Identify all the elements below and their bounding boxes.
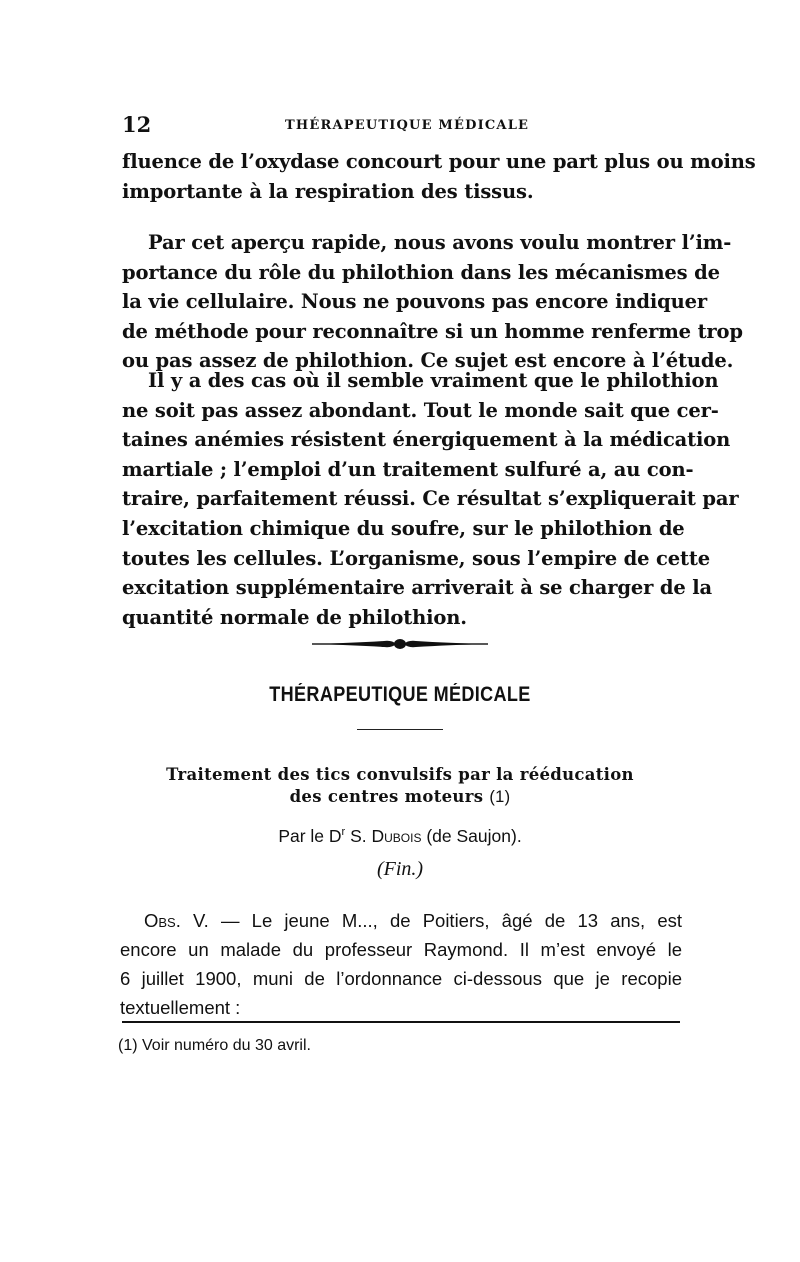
article-title-text: des centres moteurs <box>289 787 484 806</box>
text-line: toutes les cellules. L’organisme, sous l’empire de cette <box>122 546 710 570</box>
text-line: de méthode pour reconnaître si un homme renferme trop <box>122 319 743 343</box>
section-title: THÉRAPEUTIQUE MÉDICALE <box>269 683 531 706</box>
observation-label: Obs. V. <box>144 910 209 931</box>
text-line: fluence de l’oxydase concourt pour une part plus ou moins <box>122 150 756 173</box>
text-line: taines anémies résistent énergiquement à la médication <box>122 428 731 452</box>
text-line: la vie cellulaire. Nous ne pouvons pas encore indiquer <box>122 290 707 314</box>
text-line <box>120 906 682 935</box>
text-line: quantité normale de philothion. <box>122 605 467 629</box>
footnote-reference: (1) <box>489 788 511 806</box>
fin-marker: (Fin.) <box>376 858 424 880</box>
observation-paragraph <box>120 906 682 1022</box>
text-line: portance du rôle du philothion dans les mécanismes de <box>122 260 720 284</box>
text-line: encore un malade du professeur Raymond. Il m’est envoyé le <box>120 939 682 960</box>
footnote-rule <box>122 1021 680 1023</box>
byline-suffix: (de Saujon). <box>426 826 522 846</box>
paragraph-anemia <box>122 366 739 632</box>
text-line: ne soit pas assez abondant. Tout le monde sait que cer- <box>122 398 719 422</box>
text-line: traire, parfaitement réussi. Ce résultat s’expliquerait par <box>122 487 739 511</box>
article-title-line: Traitement des tics convulsifs par la rééducation <box>166 765 634 784</box>
text-line: Par cet aperçu rapide, nous avons voulu montrer l’im- <box>148 231 732 254</box>
footnote: (1) Voir numéro du 30 avril. <box>118 1037 311 1054</box>
paragraph-philothion-importance <box>122 228 743 376</box>
observation-text: — Le jeune M..., de Poitiers, âgé de 13 ans, est <box>208 910 682 931</box>
text-line: l’excitation chimique du soufre, sur le philothion de <box>122 516 685 540</box>
text-line: excitation supplémentaire arriverait à se charger de la <box>122 576 713 600</box>
running-head: THÉRAPEUTIQUE MÉDICALE <box>285 118 530 133</box>
article-title-line-2 <box>0 787 800 807</box>
byline <box>0 826 800 847</box>
continuation-paragraph <box>122 147 756 206</box>
byline-prefix: Par le D <box>278 826 342 846</box>
text-line: Il y a des cas où il semble vraiment que le philothion <box>148 369 719 392</box>
page-number: 12 <box>122 112 152 137</box>
author-name: S. Dubois <box>350 826 422 846</box>
text-line: importante à la respiration des tissus. <box>122 179 534 203</box>
text-line: ou pas assez de philothion. Ce sujet est encore à l’étude. <box>122 349 734 373</box>
text-line: textuellement : <box>120 997 241 1018</box>
text-line: 6 juillet 1900, muni de l’ordonnance ci-dessous que je recopie <box>120 968 682 989</box>
text-line: martiale ; l’emploi d’un traitement sulfuré a, au con- <box>122 457 694 481</box>
byline-superscript: r <box>341 826 346 839</box>
title-rule <box>357 729 443 730</box>
section-ornament-icon <box>312 637 488 651</box>
